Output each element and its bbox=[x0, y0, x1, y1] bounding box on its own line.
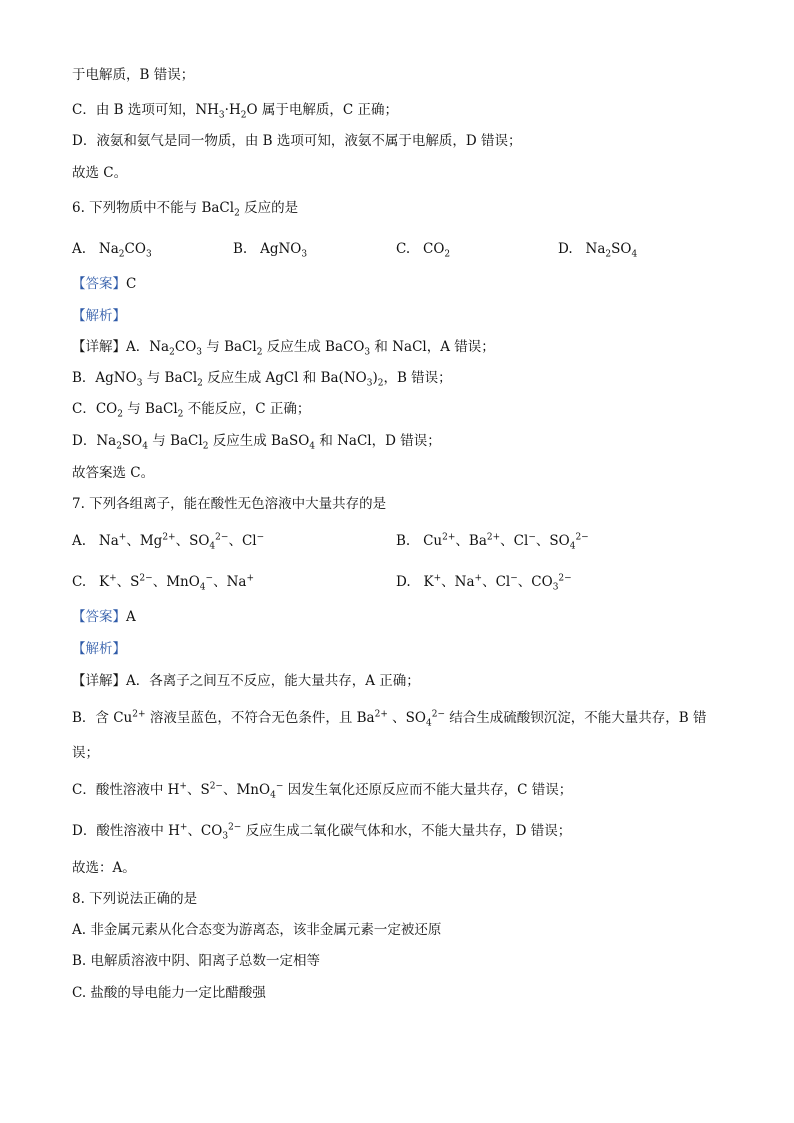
q6-option-d: D. $Na_2SO_4$ bbox=[558, 241, 638, 260]
q7-option-d: D. K+、Na+、Cl−、$CO_3^{2-}$ bbox=[396, 573, 572, 593]
text-line: 故选 C。 bbox=[72, 165, 128, 181]
text-line: D．液氨和氨气是同一物质，由 B 选项可知，液氨不属于电解质，D 错误； bbox=[72, 133, 522, 149]
q6-option-a: A. $Na_2CO_3$ bbox=[72, 241, 152, 260]
q7-detail-a: 【详解】A．各离子之间互不反应，能大量共存，A 正确； bbox=[72, 673, 420, 689]
q7-detail-d: D．酸性溶液中 H+、$CO_3^{2-}$ 反应生成二氧化碳气体和水，不能大量共存，D 错误； bbox=[72, 822, 572, 842]
q7-option-b: B. $Cu^{2+}$、$Ba^{2+}$、Cl−、$SO_4^{2-}$ bbox=[396, 532, 589, 552]
q7-answer: 【答案】A bbox=[72, 609, 136, 625]
text-line: C．由 B 选项可知，$NH_3\cdot H_2O$ 属于电解质，C 正确； bbox=[72, 102, 398, 121]
q6-conclusion: 故答案选 C。 bbox=[72, 465, 155, 481]
q6-answer: 【答案】C bbox=[72, 276, 137, 292]
q7-detail-c: C．酸性溶液中 H+、$S^{2-}$、MnO$_4$− 因发生氧化还原反应而不能大量共存，C 错误； bbox=[72, 781, 573, 801]
q6-detail-a: 【详解】A．$Na_2CO_3$ 与 BaCl$_2$ 反应生成 BaCO$_3$ 和 NaCl，A 错误； bbox=[72, 339, 495, 358]
q8-option-c: C. 盐酸的导电能力一定比醋酸强 bbox=[72, 985, 266, 1001]
q8-option-a: A. 非金属元素从化合态变为游离态，该非金属元素一定被还原 bbox=[72, 922, 442, 938]
q7-detail-b-cont: 误； bbox=[72, 745, 99, 761]
q6-option-c: C. $CO_2$ bbox=[396, 241, 451, 260]
q7-detail-b: B．含 $Cu^{2+}$ 溶液呈蓝色，不符合无色条件，且 $Ba^{2+}$ 、$SO_4^{2-}$ 结合生成硫酸钡沉淀，不能大量共存，B 错 bbox=[72, 709, 707, 729]
question-8-stem: 8. 下列说法正确的是 bbox=[72, 891, 198, 907]
q8-option-b: B. 电解质溶液中阴、阳离子总数一定相等 bbox=[72, 953, 321, 969]
text-line: 于电解质，B 错误； bbox=[72, 67, 195, 83]
q7-option-c: C. K+、$S^{2-}$、MnO$_4$−、Na+ bbox=[72, 573, 254, 593]
q6-detail-b: B．AgNO$_3$ 与 BaCl$_2$ 反应生成 AgCl 和 $Ba(NO_3)_2$，B 错误； bbox=[72, 370, 452, 389]
q7-option-a: A. Na+、$Mg^{2+}$、$SO_4^{2-}$、Cl− bbox=[72, 532, 265, 552]
q7-analysis-tag: 【解析】 bbox=[72, 641, 126, 657]
q7-conclusion: 故选：A。 bbox=[72, 860, 136, 876]
q6-detail-d: D．$Na_2SO_4$ 与 BaCl$_2$ 反应生成 BaSO$_4$ 和 NaCl，D 错误； bbox=[72, 433, 441, 452]
question-6-stem: 6. 下列物质中不能与 BaCl$_2$ 反应的是 bbox=[72, 200, 299, 219]
q6-option-b: B. AgNO$_3$ bbox=[233, 241, 308, 260]
q6-analysis-tag: 【解析】 bbox=[72, 308, 126, 324]
question-7-stem: 7. 下列各组离子，能在酸性无色溶液中大量共存的是 bbox=[72, 496, 387, 512]
q6-detail-c: C．$CO_2$ 与 BaCl$_2$ 不能反应，C 正确； bbox=[72, 401, 311, 420]
